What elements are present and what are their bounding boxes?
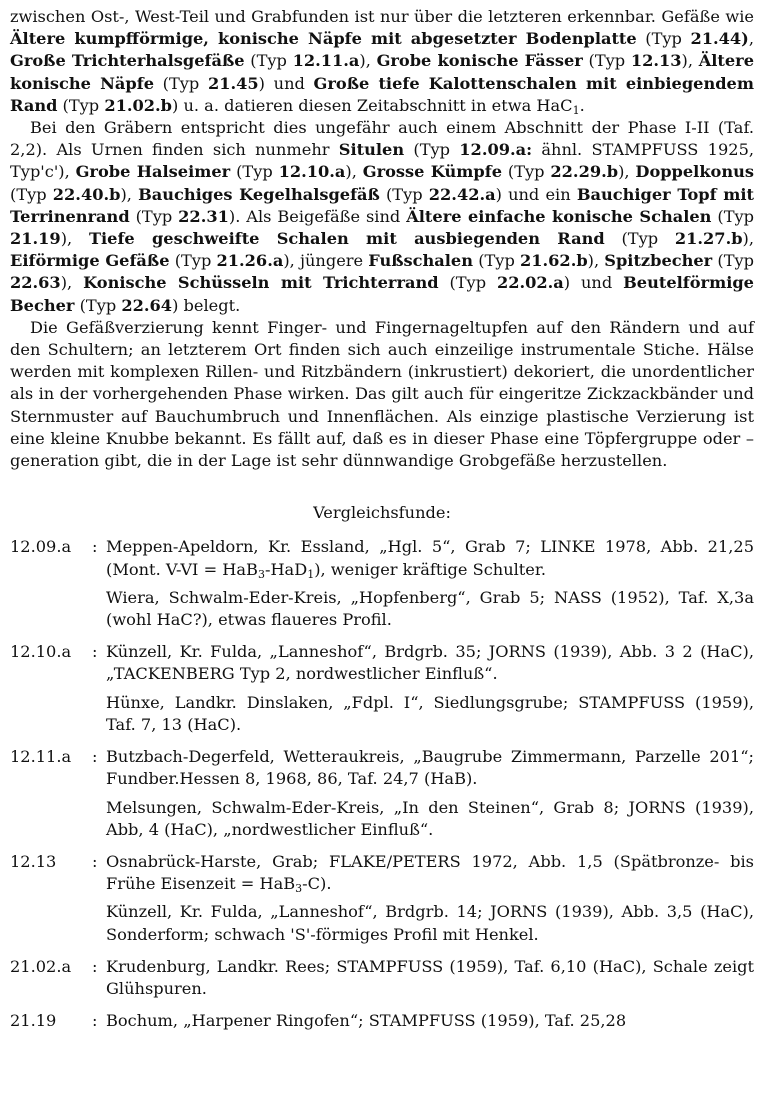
- type-code: 12.10.a: [10, 642, 72, 662]
- body-text: [10, 6, 754, 472]
- vessel-type-term: 22.31: [178, 206, 229, 226]
- text-run: ),: [60, 229, 89, 249]
- vessel-type-term: 21.19: [10, 229, 61, 249]
- vessel-type-term: 22.63: [10, 273, 61, 293]
- vessel-type-term: Große Trichterhalsgefäße: [10, 51, 245, 71]
- comparison-entry: [10, 536, 754, 631]
- vessel-type-term: 21.45: [207, 73, 259, 93]
- text-run: Osnabrück-Harste, Grab; FLAKE/PETERS 1972, Abb. 1,5 (Spätbronze- bis Frühe Eisenzeit = HaB: [106, 851, 754, 894]
- reference-item: [106, 692, 754, 736]
- comparison-entry: [10, 851, 754, 946]
- vessel-type-term: 12.11.a: [292, 51, 360, 71]
- vessel-type-term: Grosse Kümpfe: [362, 162, 503, 182]
- reference-item: [106, 587, 754, 631]
- text-run: ),: [359, 51, 377, 71]
- vessel-type-term: Ältere kumpfförmige, konische Näpfe mit abgesetzter Bodenplatte: [10, 29, 637, 49]
- vessel-type-term: Bauchiger Topf mit Terrinenrand: [10, 184, 754, 226]
- text-run: Künzell, Kr. Fulda, „Lanneshof“, Brdgrb. 35; JORNS (1939), Abb. 3 2 (HaC), „TACKENBERG Typ 2, nordwestlicher Einfluß“.: [106, 642, 754, 684]
- vessel-type-term: 12.13: [630, 51, 682, 71]
- text-run: (Typ: [438, 273, 497, 293]
- text-run: (Typ: [129, 206, 179, 226]
- vessel-type-term: Beutelförmige Becher: [10, 273, 754, 315]
- code-separator: :: [92, 956, 98, 976]
- text-run: (Typ: [502, 162, 551, 182]
- text-run: (Typ: [74, 295, 122, 315]
- type-code: 12.11.a: [10, 747, 72, 767]
- text-run: ) und: [258, 73, 314, 93]
- vessel-type-term: 21.44): [690, 29, 749, 49]
- type-code: 12.13: [10, 851, 57, 871]
- comparison-finds-list: [10, 536, 754, 1032]
- vessel-type-term: Ältere einfache konische Schalen: [406, 206, 712, 226]
- text-run: ),: [742, 229, 754, 249]
- text-run: Butzbach-Degerfeld, Wetteraukreis, „Baugrube Zimmermann, Parzelle 201“; Fundber.Hessen 8, 1968, 86, Taf. 24,7 (HaB).: [106, 747, 754, 789]
- text-run: (Typ: [379, 184, 429, 204]
- reference-item: [106, 851, 754, 895]
- reference-item: [106, 641, 754, 685]
- subscript: 1: [307, 567, 315, 581]
- vessel-type-term: Ältere konische Näpfe: [10, 51, 755, 93]
- text-run: (Typ: [154, 73, 208, 93]
- vessel-type-term: 22.02.a: [496, 273, 564, 293]
- text-run: ) und: [563, 273, 624, 293]
- text-run: (Typ: [582, 51, 631, 71]
- text-run: Bei den Gräbern entspricht dies ungefähr auch einem Abschnitt der Phase I-II (Taf. 2,2). Als Urnen finden sich nunmehr: [10, 118, 754, 160]
- reference-item: [106, 956, 754, 1000]
- text-run: ),: [587, 251, 605, 271]
- type-code: 12.09.a: [10, 537, 72, 557]
- reference-item: [106, 746, 754, 790]
- vessel-type-term: 21.02.b: [104, 95, 172, 115]
- vessel-type-term: 22.64: [121, 295, 173, 315]
- reference-item: [106, 901, 754, 945]
- text-run: (Typ: [169, 251, 217, 271]
- vessel-type-term: Grobe Halseimer: [75, 162, 231, 182]
- type-code: 21.02.a: [10, 956, 72, 976]
- text-run: -C).: [302, 874, 332, 894]
- vessel-type-term: Situlen: [338, 140, 405, 160]
- text-run: (Typ: [473, 251, 520, 271]
- code-separator: :: [92, 537, 98, 557]
- vessel-type-term: 21.62.b: [520, 251, 588, 271]
- reference-item: [106, 1010, 754, 1032]
- text-run: Melsungen, Schwalm-Eder-Kreis, „In den Steinen“, Grab 8; JORNS (1939), Abb, 4 (HaC), „nordwestlicher Einfluß“.: [106, 797, 754, 839]
- vessel-type-term: 21.26.a: [216, 251, 284, 271]
- vessel-type-term: Konische Schüsseln mit Trichterrand: [83, 273, 439, 293]
- vessel-type-term: Grobe konische Fässer: [376, 51, 583, 71]
- vessel-type-term: Eiförmige Gefäße: [10, 251, 170, 271]
- text-run: Wiera, Schwalm-Eder-Kreis, „Hopfenberg“, Grab 5; NASS (1952), Taf. X,3a (wohl HaC?), etwas flaueres Profil.: [106, 587, 754, 630]
- vessel-type-term: Große tiefe Kalottenschalen mit einbiegendem Rand: [10, 73, 754, 115]
- vessel-type-term: 22.40.b: [52, 184, 121, 204]
- code-separator: :: [92, 851, 98, 871]
- vessel-type-term: Tiefe geschweifte Schalen mit ausbiegenden Rand: [88, 229, 605, 249]
- text-run: (Typ: [57, 95, 105, 115]
- text-run: .: [579, 95, 585, 115]
- reference-group: [106, 851, 754, 946]
- text-run: ), weniger kräftige Schulter.: [314, 559, 546, 579]
- text-run: (Typ: [711, 206, 755, 226]
- text-run: ) und ein: [495, 184, 577, 204]
- reference-group: [106, 746, 754, 841]
- comparison-entry: [10, 746, 754, 841]
- vessel-type-term: Doppelkonus: [635, 162, 754, 182]
- text-run: Hünxe, Landkr. Dinslaken, „Fdpl. I“, Siedlungsgrube; STAMPFUSS (1959), Taf. 7, 13 (HaC).: [106, 692, 754, 734]
- type-code: 21.19: [10, 1011, 57, 1031]
- text-run: ). Als Beigefäße sind: [228, 206, 407, 226]
- text-run: (Typ: [10, 184, 53, 204]
- text-run: ),: [60, 273, 84, 293]
- body-paragraph: [10, 117, 754, 317]
- reference-group: [106, 956, 754, 1000]
- text-run: ),: [120, 184, 139, 204]
- code-separator: :: [92, 1011, 98, 1031]
- text-run: ), jüngere: [283, 251, 369, 271]
- subscript: 3: [257, 567, 265, 581]
- subscript: 3: [295, 882, 303, 896]
- text-run: ),: [618, 162, 636, 182]
- reference-item: [106, 536, 754, 580]
- text-run: ) u. a. datieren diesen Zeitabschnitt in etwa HaC: [171, 95, 573, 115]
- body-paragraph: [10, 317, 754, 472]
- text-run: (Typ: [712, 251, 754, 271]
- comparison-entry: [10, 641, 754, 736]
- vessel-type-term: 22.29.b: [550, 162, 619, 182]
- text-run: Bochum, „Harpener Ringofen“; STAMPFUSS (1959), Taf. 25,28: [106, 1011, 627, 1031]
- section-heading: Vergleichsfunde:: [313, 503, 451, 523]
- text-run: ) belegt.: [172, 295, 241, 315]
- code-separator: :: [92, 642, 98, 662]
- vessel-type-term: 12.10.a: [278, 162, 346, 182]
- comparison-entry: [10, 1010, 754, 1032]
- reference-group: [106, 1010, 754, 1032]
- reference-item: [106, 797, 754, 841]
- reference-group: [106, 641, 754, 736]
- text-run: Die Gefäßverzierung kennt Finger- und Fingernageltupfen auf den Rändern und auf den Schultern; an letzterem Ort finden sich auch einzeilige instrumentale Stiche. Hälse werden mit komplexen Rillen- und Ritzbändern (inkrustiert) dekoriert, die unordentlicher als in der vorhergehenden Phase wirken. Das gilt auch für eingeritze Zickzackbänder und Sternmuster auf Bauchumbruch und Innenflächen. Als einzige plastische Verzierung ist eine kleine Knubbe bekannt. Es fällt auf, daß es in dieser Phase eine Töpfergruppe oder –generation gibt, die in der Lage ist sehr dünnwandige Grobgefäße herzustellen.: [10, 317, 754, 471]
- vessel-type-term: 12.09.a:: [459, 140, 533, 160]
- text-run: (Typ: [604, 229, 675, 249]
- text-run: -HaD: [264, 559, 308, 579]
- text-run: (Typ: [244, 51, 293, 71]
- vessel-type-term: 21.27.b: [674, 229, 743, 249]
- text-run: Künzell, Kr. Fulda, „Lanneshof“, Brdgrb. 14; JORNS (1939), Abb. 3,5 (HaC), Sonderform; schwach 'S'-förmiges Profil mit Henkel.: [106, 902, 754, 944]
- text-run: Krudenburg, Landkr. Rees; STAMPFUSS (1959), Taf. 6,10 (HaC), Schale zeigt Glühspuren.: [106, 956, 754, 998]
- text-run: ,: [748, 29, 754, 49]
- text-run: (Typ: [230, 162, 279, 182]
- text-run: (Typ: [636, 29, 691, 49]
- comparison-entry: [10, 956, 754, 1000]
- vessel-type-term: 22.42.a: [428, 184, 496, 204]
- text-run: (Typ: [404, 140, 460, 160]
- code-separator: :: [92, 747, 98, 767]
- body-paragraph: [10, 6, 754, 117]
- text-run: ),: [681, 51, 699, 71]
- text-run: Meppen-Apeldorn, Kr. Essland, „Hgl. 5“, Grab 7; LINKE 1978, Abb. 21,25 (Mont. V-VI = HaB: [106, 537, 754, 579]
- reference-group: [106, 536, 754, 631]
- text-run: ähnl. STAMPFUSS 1925, Typ'c'),: [10, 140, 755, 182]
- subscript: 1: [572, 103, 580, 117]
- text-run: ),: [345, 162, 363, 182]
- vessel-type-term: Bauchiges Kegelhalsgefäß: [138, 184, 380, 204]
- vessel-type-term: Fußschalen: [368, 251, 474, 271]
- vessel-type-term: Spitzbecher: [604, 251, 713, 271]
- text-run: zwischen Ost-, West-Teil und Grabfunden ist nur über die letzteren erkennbar. Gefäße wie: [10, 7, 754, 26]
